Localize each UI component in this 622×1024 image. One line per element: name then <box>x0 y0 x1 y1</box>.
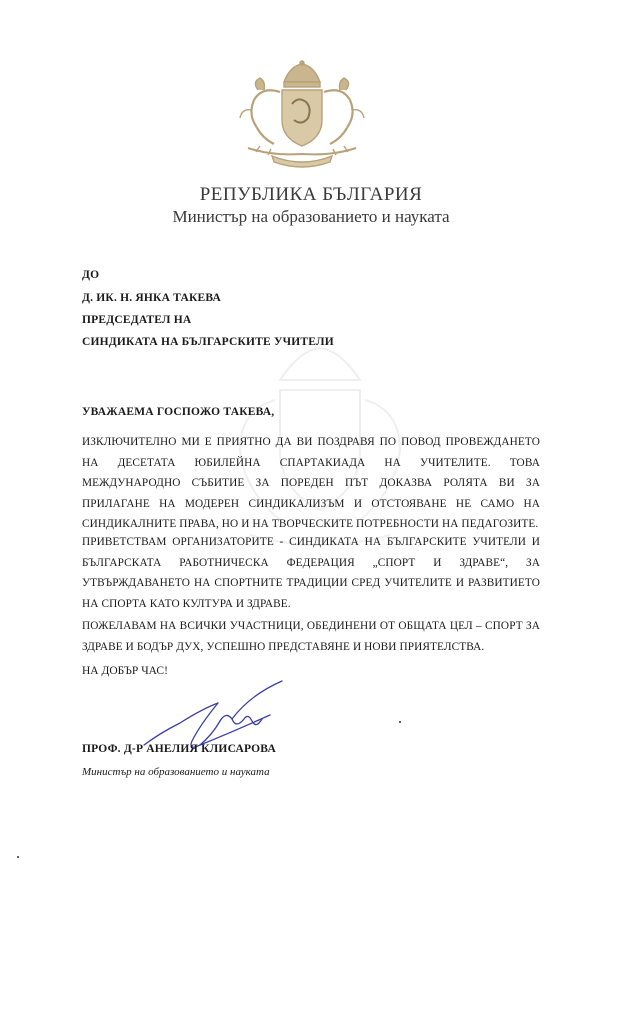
header-ministry: Министър на образованието и науката <box>172 207 450 226</box>
speck <box>17 856 19 858</box>
speck <box>399 721 401 723</box>
signatory-title: Министър на образованието и науката <box>82 766 270 778</box>
paragraph: ПОЖЕЛАВАМ НА ВСИЧКИ УЧАСТНИЦИ, ОБЕДИНЕНИ ОТ ОБЩАТА ЦЕЛ – СПОРТ ЗА ЗДРАВЕ И БОДЪР ДУХ, УСПЕШНО ПРЕДСТАВЯНЕ И НОВИ ПРИЯТЕЛСТВА. <box>82 620 540 653</box>
recipient-position: ПРЕДСЕДАТЕЛ НА <box>82 314 192 326</box>
recipient-to: ДО <box>82 269 100 281</box>
header-country: РЕПУБЛИКА БЪЛГАРИЯ <box>199 184 423 205</box>
paragraph: ПРИВЕТСТВАМ ОРГАНИЗАТОРИТЕ - СИНДИКАТА НА БЪЛГАРСКИТЕ УЧИТЕЛИ И БЪЛГАРСКАТА РАБОТНИЧЕСКА ФЕДЕРАЦИЯ „СПОРТ И ЗДРАВЕ“, ЗА УТВЪРЖДАВАНЕТО НА СПОРТНИТЕ ТРАДИЦИИ СРЕД УЧИТЕЛИТЕ И РАЗВИТИЕТО НА СПОРТА КАТО КУЛТУРА И ЗДРАВЕ. <box>82 536 540 610</box>
signatory-name: ПРОФ. Д-Р АНЕЛИЯ КЛИСАРОВА <box>82 743 276 755</box>
recipient-name: Д. ИК. Н. ЯНКА ТАКЕВА <box>82 292 222 304</box>
recipient-organization: СИНДИКАТА НА БЪЛГАРСКИТЕ УЧИТЕЛИ <box>82 336 334 348</box>
closing: НА ДОБЪР ЧАС! <box>82 665 168 677</box>
salutation: УВАЖАЕМА ГОСПОЖО ТАКЕВА, <box>82 406 275 418</box>
paragraph: ИЗКЛЮЧИТЕЛНО МИ Е ПРИЯТНО ДА ВИ ПОЗДРАВЯ ПО ПОВОД ПРОВЕЖДАНЕТО НА ДЕСЕТАТА ЮБИЛЕЙНА СПАРТАКИАДА НА УЧИТЕЛИТЕ. ТОВА МЕЖДУНАРОДНО СЪБИТИЕ ЗА ПОРЕДЕН ПЪТ ДОКАЗВА РОЛЯТА ВИ ЗА ПРИЛАГАНЕ НА МОДЕРЕН СИНДИКАЛИЗЪМ И ОТСТОЯВАНЕ НЕ САМО НА СИНДИКАЛНИТЕ ПРАВА, НО И НА ТВОРЧЕСКИТЕ ПОТРЕБНОСТИ НА ПЕДАГОЗИТЕ. <box>82 436 540 530</box>
bulgarian-coat-of-arms-icon <box>232 60 372 168</box>
